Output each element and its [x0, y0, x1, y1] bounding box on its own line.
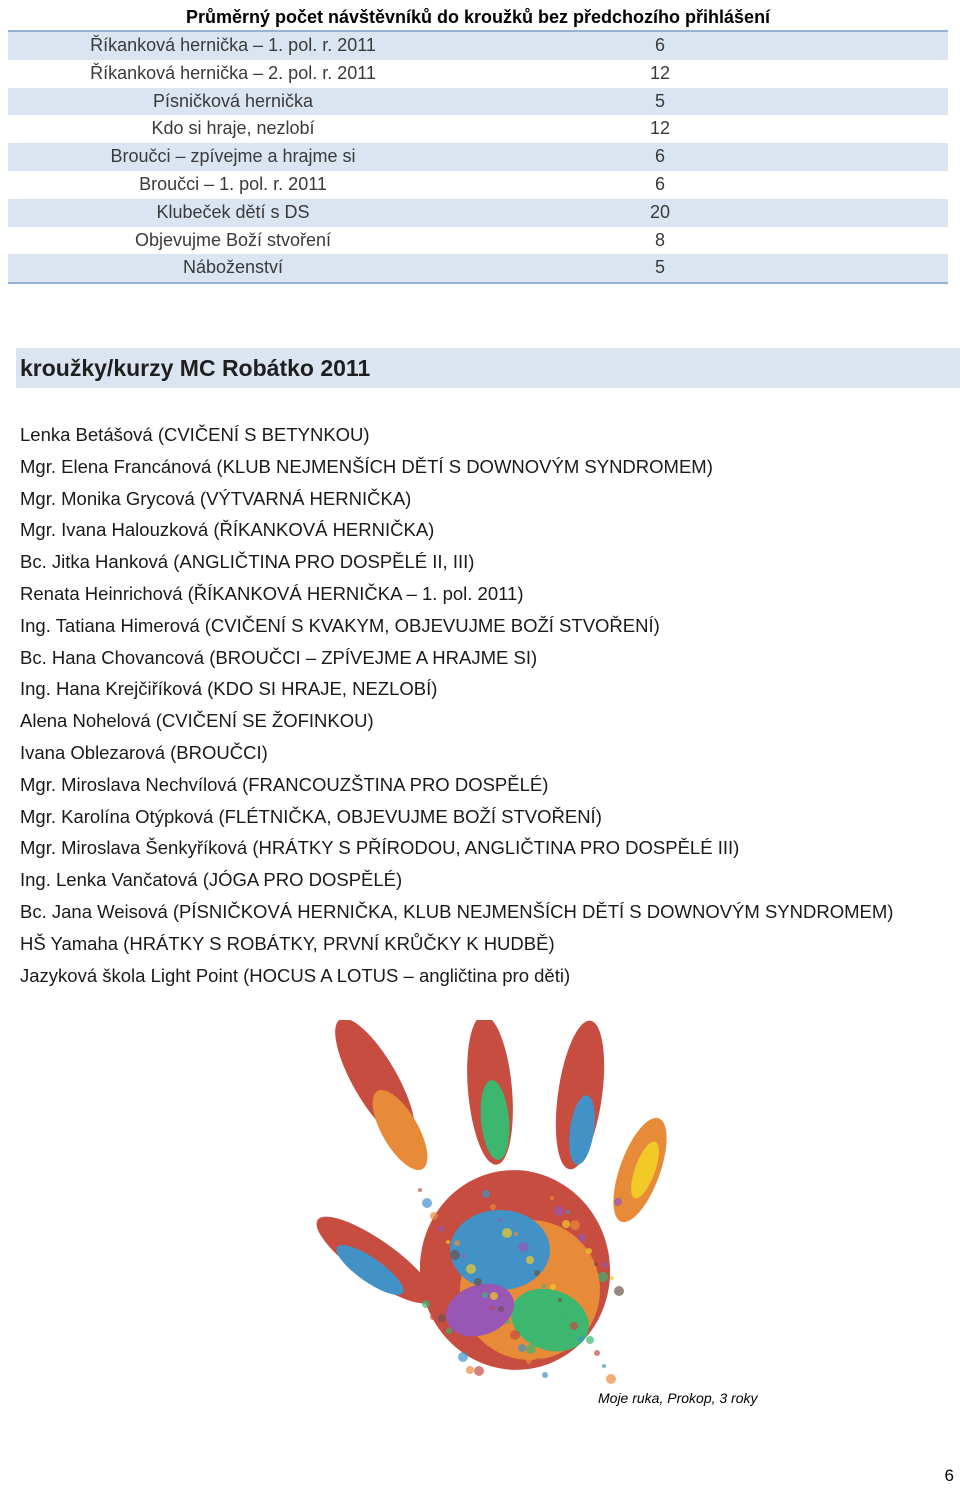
attendance-value-cell: 6: [654, 173, 665, 194]
paint-speckle: [454, 1240, 460, 1246]
course-name-cell: Broučci – 1. pol. r. 2011: [139, 173, 327, 194]
paint-speckle: [418, 1188, 422, 1192]
paint-speckle: [558, 1298, 562, 1302]
paint-speckle: [586, 1336, 594, 1344]
table-row: [8, 88, 948, 116]
paint-speckle: [466, 1264, 476, 1274]
list-item: Mgr. Miroslava Šenkyříková (HRÁTKY S PŘÍRODOU, ANGLIČTINA PRO DOSPĚLÉ III): [20, 837, 740, 859]
paint-speckle: [562, 1220, 570, 1228]
course-name-cell: Písničková hernička: [152, 90, 314, 111]
paint-speckle: [490, 1306, 494, 1310]
figure-caption: Moje ruka, Prokop, 3 roky: [598, 1390, 758, 1406]
course-name-cell: Kdo si hraje, nezlobí: [151, 118, 315, 139]
paint-speckle: [430, 1212, 438, 1220]
paint-speckle: [602, 1364, 606, 1368]
list-item: Mgr. Monika Grycová (VÝTVARNÁ HERNIČKA): [20, 487, 412, 509]
list-item: Ing. Tatiana Himerová (CVIČENÍ S KVAKYM, OBJEVUJME BOŽÍ STVOŘENÍ): [20, 614, 660, 636]
paint-speckle: [578, 1234, 586, 1242]
attendance-table-body: [8, 32, 948, 282]
attendance-value-cell: 6: [654, 146, 665, 167]
paint-speckle: [438, 1314, 446, 1322]
paint-speckle: [506, 1320, 510, 1324]
paint-speckle: [566, 1210, 570, 1214]
paint-speckle: [430, 1314, 436, 1320]
course-name-cell: Říkanková hernička – 1. pol. r. 2011: [90, 35, 376, 55]
paint-speckle: [422, 1300, 430, 1308]
paint-speckle: [490, 1204, 496, 1210]
paint-speckle: [466, 1366, 474, 1374]
paint-speckle: [614, 1198, 622, 1206]
paint-speckle: [518, 1344, 526, 1352]
attendance-value-cell: 5: [654, 90, 665, 111]
paint-speckle: [610, 1276, 614, 1280]
paint-speckle: [562, 1308, 572, 1318]
course-name-cell: Říkanková hernička – 2. pol. r. 2011: [90, 62, 376, 83]
paint-speckle: [458, 1352, 468, 1362]
list-item: Lenka Betášová (CVIČENÍ S BETYNKOU): [20, 424, 370, 445]
paint-speckle: [482, 1292, 488, 1298]
paint-speckle: [554, 1206, 564, 1216]
table-row: [8, 199, 948, 227]
list-item: Mgr. Karolína Otýpková (FLÉTNIČKA, OBJEVUJME BOŽÍ STVOŘENÍ): [20, 805, 602, 827]
paint-speckle: [614, 1286, 624, 1296]
table-row: [8, 254, 948, 282]
paint-speckle: [490, 1292, 498, 1300]
list-item: Mgr. Ivana Halouzková (ŘÍKANKOVÁ HERNIČKA): [20, 519, 435, 541]
paint-speckle: [446, 1328, 452, 1334]
course-name-cell: Náboženství: [182, 257, 284, 278]
list-item: Alena Nohelová (CVIČENÍ SE ŽOFINKOU): [20, 710, 374, 732]
list-item: Ivana Oblezarová (BROUČCI): [20, 741, 268, 763]
list-item: Renata Heinrichová (ŘÍKANKOVÁ HERNIČKA – 1. pol. 2011): [20, 582, 524, 604]
paint-speckle: [550, 1196, 554, 1200]
paint-speckle: [586, 1248, 592, 1254]
paint-speckle: [550, 1284, 556, 1290]
paint-speckle: [474, 1278, 482, 1286]
list-item: Bc. Jitka Hanková (ANGLIČTINA PRO DOSPĚLÉ II, III): [20, 551, 475, 573]
paint-speckle: [422, 1198, 432, 1208]
list-item: Bc. Jana Weisová (PÍSNIČKOVÁ HERNIČKA, KLUB NEJMENŠÍCH DĚTÍ S DOWNOVÝM SYNDROMEM): [20, 900, 894, 922]
paint-speckle: [498, 1306, 504, 1312]
course-name-cell: Broučci – zpívejme a hrajme si: [110, 146, 356, 167]
list-item: Bc. Hana Chovancová (BROUČCI – ZPÍVEJME A HRAJME SI): [20, 646, 538, 668]
attendance-table-title: Průměrný počet návštěvníků do kroužků bez předchozího přihlášení: [8, 4, 948, 32]
lecturer-list: [20, 419, 950, 991]
attendance-value-cell: 6: [654, 35, 665, 55]
course-name-cell: Objevujme Boží stvoření: [134, 229, 332, 250]
paint-speckle: [542, 1284, 546, 1288]
paint-speckle: [482, 1190, 490, 1198]
paint-speckle: [526, 1344, 536, 1354]
paint-speckle: [474, 1366, 484, 1376]
attendance-table: [8, 4, 948, 284]
handprint-image: [300, 1020, 700, 1400]
paint-speckle: [594, 1262, 598, 1266]
paint-speckle: [594, 1350, 600, 1356]
list-item: Mgr. Miroslava Nechvílová (FRANCOUZŠTINA PRO DOSPĚLÉ): [20, 773, 549, 795]
list-item: Mgr. Elena Francánová (KLUB NEJMENŠÍCH DĚTÍ S DOWNOVÝM SYNDROMEM): [20, 455, 713, 477]
paint-speckle: [606, 1374, 616, 1384]
paint-speckle: [446, 1240, 450, 1244]
list-item: Jazyková škola Light Point (HOCUS A LOTUS – angličtina pro děti): [20, 964, 571, 986]
table-row: [8, 227, 948, 255]
paint-speckle: [598, 1272, 608, 1282]
paint-speckle: [518, 1242, 528, 1252]
page-number: 6: [944, 1466, 954, 1485]
paint-speckle: [542, 1372, 548, 1378]
paint-speckle: [510, 1330, 520, 1340]
paint-speckle: [534, 1270, 540, 1276]
table-row: [8, 143, 948, 171]
list-item: Ing. Hana Krejčiříková (KDO SI HRAJE, NEZLOBÍ): [20, 678, 438, 700]
paint-speckle: [602, 1262, 608, 1268]
attendance-value-cell: 8: [654, 229, 665, 250]
attendance-value-cell: 12: [649, 118, 671, 139]
paint-speckle: [526, 1358, 532, 1364]
section-heading: kroužky/kurzy MC Robátko 2011: [16, 348, 960, 388]
paint-speckle: [502, 1228, 512, 1238]
attendance-value-cell: 12: [649, 62, 671, 83]
paint-speckle: [438, 1226, 444, 1232]
paint-speckle: [450, 1250, 460, 1260]
paint-speckle: [498, 1218, 502, 1222]
list-item: HŠ Yamaha (HRÁTKY S ROBÁTKY, PRVNÍ KRŮČKY K HUDBĚ): [20, 932, 555, 954]
table-row: [8, 171, 948, 199]
paint-speckle: [526, 1256, 534, 1264]
paint-speckle: [462, 1254, 466, 1258]
paint-speckle: [514, 1232, 518, 1236]
list-item: Ing. Lenka Vančatová (JÓGA PRO DOSPĚLÉ): [20, 869, 403, 891]
paint-speckle: [570, 1322, 578, 1330]
attendance-table-bottom-rule: [8, 282, 948, 284]
attendance-value-cell: 5: [654, 257, 665, 278]
paint-speckle: [534, 1358, 542, 1366]
table-row: [8, 32, 948, 60]
paint-speckle: [578, 1336, 584, 1342]
course-name-cell: Klubeček dětí s DS: [156, 201, 310, 222]
attendance-value-cell: 20: [649, 201, 671, 222]
table-row: [8, 60, 948, 88]
paint-speckle: [454, 1342, 458, 1346]
paint-speckle: [570, 1220, 580, 1230]
table-row: [8, 115, 948, 143]
